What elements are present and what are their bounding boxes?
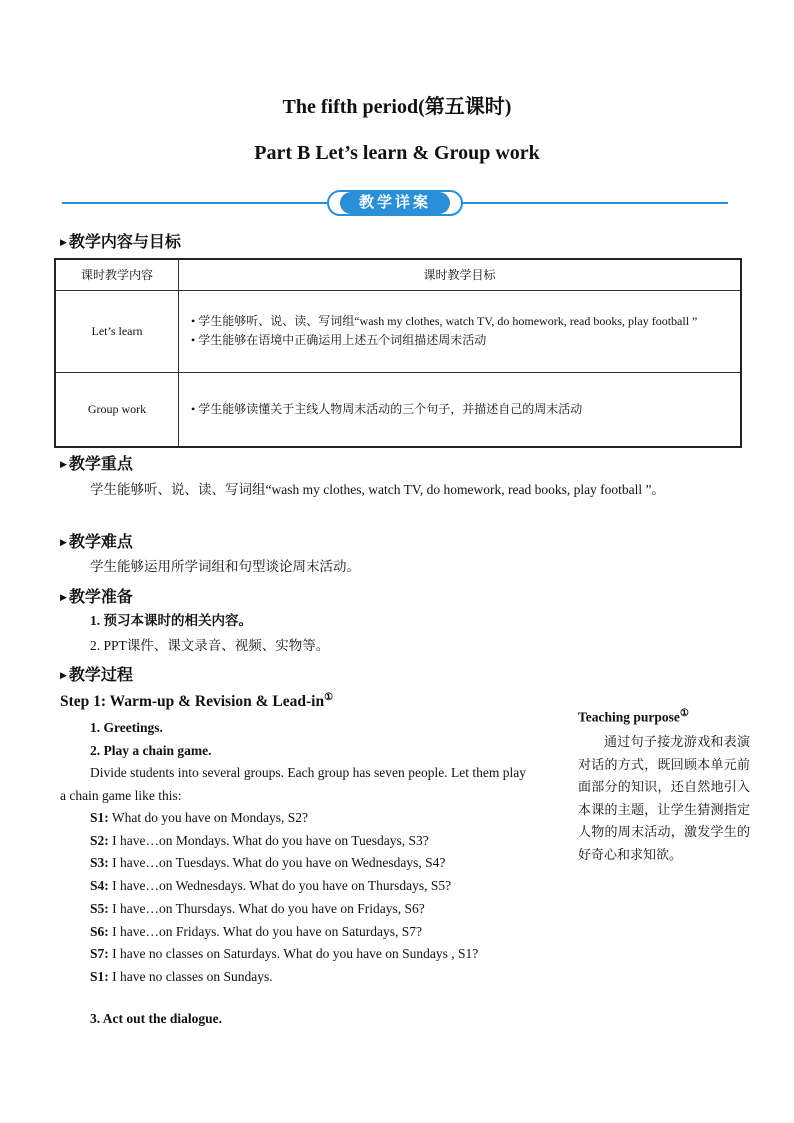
dialog-text: I have no classes on Sundays. (112, 968, 273, 984)
goals-table (54, 258, 742, 448)
side-note-title (578, 708, 689, 726)
triangle-bullet-icon: ▶ (60, 237, 67, 247)
section-label: 教学重点 (68, 456, 133, 473)
dialog-text: I have…on Wednesdays. What do you have on Thursdays, S5? (112, 878, 452, 894)
difficulties-text: 学生能够运用所学词组和句型谈论周末活动。 (90, 559, 360, 574)
dialog-speaker: S1: (90, 810, 109, 825)
key-points-text: 学生能够听、说、读、写词组“wash my clothes, watch TV, do homework, read books, play football ”。 (90, 482, 666, 497)
table-header-content: 课时教学内容 (55, 259, 179, 290)
table-cell-content: Let’s learn (55, 290, 179, 372)
step-item-chain-game: 2. Play a chain game. (90, 743, 212, 758)
dialog-text: I have…on Tuesdays. What do you have on Wednesdays, S4? (112, 855, 446, 871)
dialog-line (60, 898, 526, 921)
side-note-text: 通过句子接龙游戏和表演对话的方式，既回顾本单元前面部分的知识，还自然地引入本课的主题，让学生猜测指定人物的周末活动，激发学生的好奇心和求知欲。 (578, 734, 750, 862)
dialog-block (60, 807, 526, 989)
section-difficulties (60, 529, 133, 552)
step-heading (60, 692, 333, 711)
dialog-speaker: S1: (90, 968, 109, 984)
dialog-line (60, 921, 526, 944)
dialog-speaker: S7: (90, 946, 109, 962)
dialog-line (60, 966, 526, 989)
step-instructions: Divide students into several groups. Each group has seven people. Let them play a chain game like this: (60, 765, 526, 803)
table-header-row (55, 259, 741, 290)
section-label: 教学准备 (68, 589, 133, 606)
section-key-points (60, 451, 133, 474)
dialog-line (60, 807, 526, 830)
dialog-line (60, 830, 526, 853)
section-label: 教学难点 (68, 534, 133, 551)
triangle-bullet-icon: ▶ (60, 670, 67, 680)
section-preparation (60, 584, 133, 607)
table-cell-goals (179, 290, 742, 372)
dialog-line (60, 852, 526, 875)
dialog-speaker: S4: (90, 878, 109, 894)
table-cell-goals (179, 372, 742, 447)
dialog-text: I have…on Mondays. What do you have on Tuesdays, S3? (112, 832, 429, 848)
page-subtitle: Part B Let’s learn & Group work (254, 142, 540, 164)
banner-label: 教学详案 (340, 192, 450, 214)
step-item-act-out: 3. Act out the dialogue. (90, 1011, 223, 1026)
table-header-goals: 课时教学目标 (179, 259, 742, 290)
section-process (60, 662, 133, 685)
section-label: 教学过程 (68, 667, 133, 684)
step-item-greetings: 1. Greetings. (90, 720, 163, 735)
footnote-mark: ① (324, 692, 334, 703)
preparation-item: 1. 预习本课时的相关内容。 (90, 613, 252, 628)
banner-line-left (62, 202, 327, 204)
dialog-speaker: S3: (90, 855, 109, 871)
step-title: Step 1: Warm-up & Revision & Lead-in (60, 693, 325, 711)
dialog-text: I have…on Fridays. What do you have on Saturdays, S7? (112, 923, 422, 939)
triangle-bullet-icon: ▶ (60, 459, 67, 469)
dialog-text: I have…on Thursdays. What do you have on Fridays, S6? (112, 900, 425, 916)
dialog-text: I have no classes on Saturdays. What do you have on Sundays , S1? (112, 946, 479, 962)
page-title: The fifth period(第五课时) (282, 96, 512, 118)
table-row (55, 290, 741, 372)
dialog-text: What do you have on Mondays, S2? (111, 810, 308, 825)
table-row (55, 372, 741, 447)
side-note-title-text: Teaching purpose (578, 709, 680, 725)
table-cell-content: Group work (55, 372, 179, 447)
footnote-mark: ① (679, 708, 689, 719)
triangle-bullet-icon: ▶ (60, 537, 67, 547)
banner-line-right (463, 202, 728, 204)
goal-item: • 学生能够在语境中正确运用上述五个词组描述周末活动 (191, 333, 487, 347)
dialog-speaker: S5: (90, 900, 109, 916)
dialog-speaker: S6: (90, 923, 109, 939)
preparation-item: 2. PPT课件、课文录音、视频、实物等。 (90, 638, 330, 653)
dialog-speaker: S2: (90, 832, 109, 848)
goal-item: • 学生能够听、说、读、写词组“wash my clothes, watch TV, do homework, read books, play football ” (191, 314, 698, 328)
dialog-line (60, 875, 526, 898)
section-content-goals (60, 229, 181, 252)
dialog-line (60, 943, 526, 966)
section-label: 教学内容与目标 (68, 234, 181, 251)
triangle-bullet-icon: ▶ (60, 592, 67, 602)
goal-item: • 学生能够读懂关于主线人物周末活动的三个句子，并描述自己的周末活动 (191, 401, 583, 416)
